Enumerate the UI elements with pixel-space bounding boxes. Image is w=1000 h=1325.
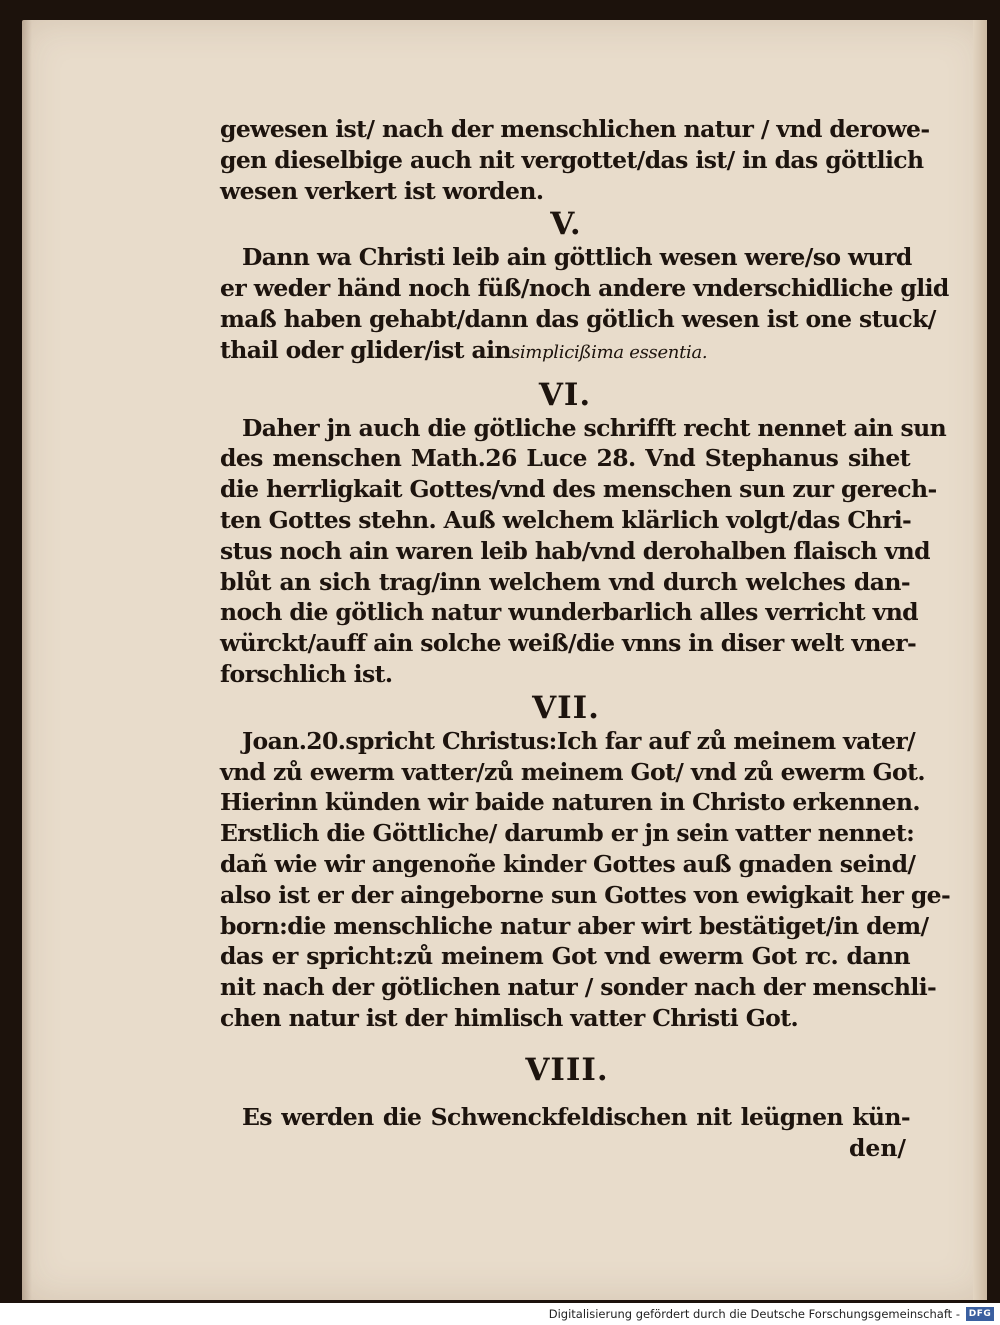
- text-line: noch die götlich natur wunderbarlich alles verricht vnd: [220, 598, 919, 627]
- text-line: Dann wa Christi leib ain göttlich wesen were/so wurd: [242, 243, 912, 272]
- text-line: Daher jn auch die götliche schrifft recht nennet ain sun: [242, 413, 947, 442]
- text-line: des menschen Math.26 Luce 28. Vnd Stephanus sihet: [220, 444, 910, 473]
- text-line: born:die menschliche natur aber wirt bestätiget/in dem/: [220, 911, 929, 940]
- dfg-logo: DFG: [966, 1307, 994, 1321]
- text-line: ten Gottes stehn. Auß welchem klärlich volgt/das Chri-: [220, 505, 912, 534]
- paragraph-8: [220, 1102, 910, 1164]
- text-line: forschlich ist.: [220, 659, 393, 688]
- paragraph-6: [220, 413, 947, 690]
- section-heading-5: V.: [550, 206, 582, 243]
- paragraph-5: [220, 242, 949, 368]
- text-line: Erstlich die Göttliche/ darumb er jn sein vatter nennet:: [220, 819, 915, 848]
- text-line: Hierinn künden wir baide naturen in Christo erkennen.: [220, 788, 920, 817]
- text-line: chen natur ist der himlisch vatter Christi Got.: [220, 1003, 799, 1032]
- text-line: Es werden die Schwenckfeldischen nit leügnen kün-: [242, 1102, 910, 1131]
- text-line: stus noch ain waren leib hab/vnd derohalben flaisch vnd: [220, 536, 930, 565]
- section-heading-8: VIII.: [525, 1051, 609, 1088]
- text-line: nit nach der götlichen natur / sonder nach der menschli-: [220, 973, 937, 1002]
- text-line: dañ wie wir angenoñe kinder Gottes auß gnaden seind/: [220, 849, 916, 878]
- text-line: Joan.20.spricht Christus:Ich far auf zů meinem vater/: [242, 726, 916, 755]
- text-line: gen dieselbige auch nit vergottet/das ist/ in das göttlich: [220, 145, 924, 174]
- text-line: also ist er der aingeborne sun Gottes von ewigkait her ge-: [220, 880, 951, 909]
- digitization-footer: [0, 1303, 1000, 1325]
- section-heading-7: VII.: [532, 689, 600, 726]
- text-line: das er spricht:zů meinem Got vnd ewerm Got rc. dann: [220, 942, 910, 971]
- spine-shadow: [22, 20, 32, 1300]
- text-line: [220, 335, 910, 369]
- catchword: den/: [848, 1133, 906, 1162]
- text-line: würckt/auff ain solche weiß/die vnns in diser welt vner-: [220, 629, 917, 658]
- section-heading-6: VI.: [538, 376, 592, 413]
- book-page: [22, 20, 987, 1300]
- page-edge: [973, 20, 987, 1300]
- funding-credit: Digitalisierung gefördert durch die Deutsche Forschungsgemeinschaft -: [548, 1307, 960, 1321]
- text-line: maß haben gehabt/dann das götlich wesen ist one stuck/: [220, 304, 936, 333]
- text-line: gewesen ist/ nach der menschlichen natur / vnd derowe-: [220, 115, 930, 143]
- text-line: wesen verkert ist worden.: [220, 176, 544, 205]
- page-text: [220, 114, 951, 1163]
- text-line: vnd zů ewerm vatter/zů meinem Got/ vnd zů ewerm Got.: [220, 757, 925, 786]
- paragraph-continued: [220, 114, 930, 206]
- paragraph-7: [220, 726, 951, 1034]
- text-line: die herrligkait Gottes/vnd des menschen sun zur gerech-: [220, 475, 937, 504]
- text-line-prefix: thail oder glider/ist ain: [220, 335, 511, 364]
- text-line: blůt an sich trag/inn welchem vnd durch welches dan-: [220, 567, 910, 596]
- text-line: er weder händ noch füß/noch andere vnderschidliche glid: [220, 274, 949, 303]
- latin-phrase: simplicißima essentia.: [510, 341, 708, 363]
